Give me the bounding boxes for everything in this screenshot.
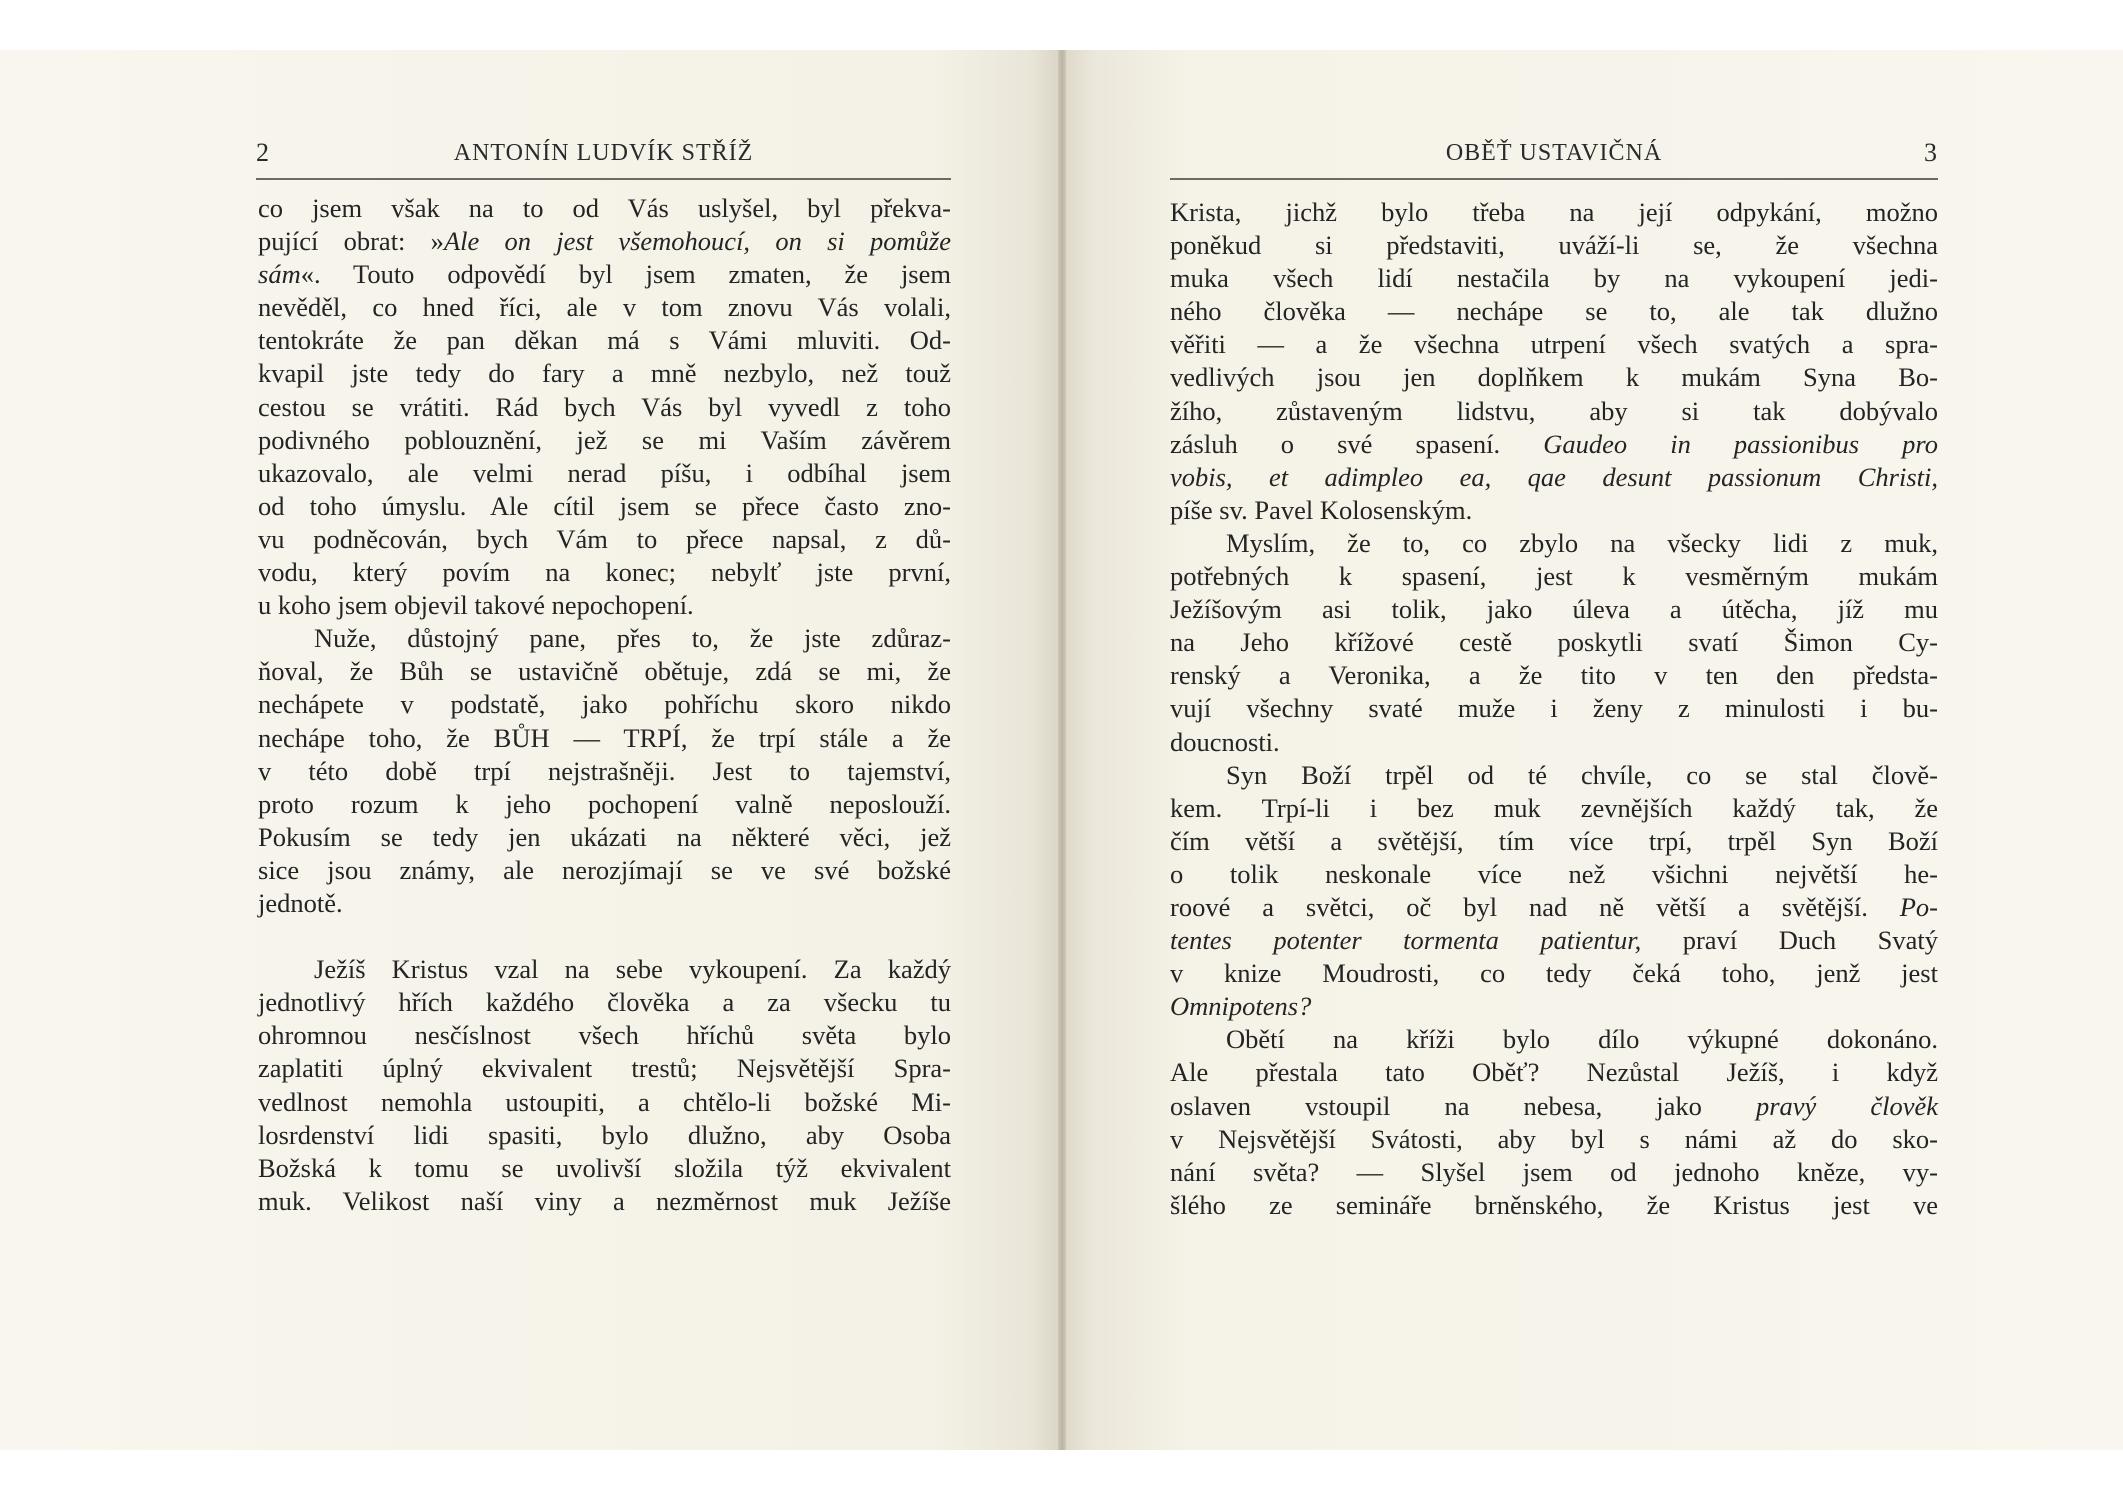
- line-text: vují všechny svaté muže i ženy z minulosti i bu-: [1170, 693, 1938, 724]
- text-line: [1170, 626, 1938, 659]
- line-text: podivného poblouznění, jež se mi Vaším závěrem: [258, 424, 951, 455]
- line-text: v knize Moudrosti, co tedy čeká toho, jenž jest: [1170, 958, 1938, 989]
- line-italic-text: vobis, et adimpleo ea, qae desunt passionum Christi,: [1170, 461, 1938, 492]
- text-line: [258, 1019, 951, 1052]
- text-line: [1170, 262, 1938, 295]
- text-line: [1170, 858, 1938, 891]
- line-text: vedlivých jsou jen doplňkem k mukám Syna Bo-: [1170, 362, 1938, 393]
- text-line: [258, 622, 951, 655]
- text-line: [1170, 361, 1938, 394]
- text-line: [258, 424, 951, 457]
- line-italic-text: Ale on jest všemohoucí, on si pomůže: [443, 226, 951, 257]
- line-text: ného člověka — nechápe se to, ale tak dlužno: [1170, 296, 1938, 327]
- text-line: [1170, 957, 1938, 990]
- left-page-number: 2: [256, 138, 270, 167]
- line-text: jednotě.: [258, 887, 343, 918]
- text-line: [1170, 1056, 1938, 1089]
- text-line: [1170, 328, 1938, 361]
- text-line: [258, 258, 951, 291]
- line-text: zásluh o své spasení.: [1170, 428, 1544, 459]
- text-line: [258, 986, 951, 1019]
- line-text: zaplatiti úplný ekvivalent trestů; Nejsvětější Spra-: [258, 1053, 951, 1084]
- text-line: [258, 291, 951, 324]
- text-line: [1170, 659, 1938, 692]
- text-line: [1170, 593, 1938, 626]
- text-line: [1170, 295, 1938, 328]
- text-line: [258, 1152, 951, 1185]
- text-line: [1170, 229, 1938, 262]
- text-line: [1170, 692, 1938, 725]
- line-text: nání světa? — Slyšel jsem od jednoho kněze, vy-: [1170, 1156, 1938, 1187]
- line-text: vu podněcován, bych Vám to přece napsal, z dů-: [258, 523, 951, 554]
- line-text: poněkud si představiti, uváží-li se, že všechna: [1170, 230, 1938, 261]
- text-line: [258, 788, 951, 821]
- line-text: muka všech lidí nestačila by na vykoupení jedi-: [1170, 263, 1938, 294]
- line-text: čím větší a světější, tím více trpí, trpěl Syn Boží: [1170, 825, 1938, 856]
- line-italic-text: Po-: [1899, 891, 1938, 922]
- text-line: [258, 391, 951, 424]
- line-text: co jsem však na to od Vás uslyšel, byl překva-: [258, 193, 951, 223]
- right-body-text: [1170, 196, 1938, 1222]
- line-text: oslaven vstoupil na nebesa, jako: [1170, 1090, 1756, 1121]
- text-line: [1170, 1189, 1938, 1222]
- text-line: [258, 457, 951, 490]
- line-text: u koho jsem objevil takové nepochopení.: [258, 590, 694, 621]
- line-text: píše sv. Pavel Kolosenským.: [1170, 494, 1473, 525]
- text-line: [1170, 527, 1938, 560]
- line-text: od toho úmyslu. Ale cítil jsem se přece často zno-: [258, 490, 951, 521]
- text-line: [258, 722, 951, 755]
- line-text: vedlnost nemohla ustoupiti, a chtělo-li božské Mi-: [258, 1086, 951, 1117]
- line-text: nechápe toho, že BŮH — TRPÍ, že trpí stále a že: [258, 722, 951, 753]
- line-text: Myslím, že to, co zbylo na všecky lidi z muk,: [1226, 527, 1938, 558]
- line-text: v Nejsvětější Svátosti, aby byl s námi až do sko-: [1170, 1123, 1938, 1154]
- line-text: věřiti — a že všechna utrpení všech svatých a spra-: [1170, 329, 1938, 360]
- right-page: [1062, 50, 2123, 1450]
- line-text: cestou se vrátiti. Rád bych Vás byl vyvedl z toho: [258, 391, 951, 422]
- line-text: Ježíšovým asi tolik, jako úleva a útěcha, jíž mu: [1170, 594, 1938, 625]
- line-text: praví Duch Svatý: [1641, 925, 1938, 956]
- right-running-head: [1170, 138, 1938, 180]
- text-line: [258, 1052, 951, 1085]
- line-italic-text: pravý člověk: [1755, 1090, 1938, 1121]
- line-text: vodu, který povím na konec; nebylť jste první,: [258, 557, 951, 588]
- text-line: [258, 854, 951, 887]
- text-line: [258, 357, 951, 390]
- text-line: [1170, 1023, 1938, 1056]
- text-line: [1170, 759, 1938, 792]
- text-line: [1170, 1090, 1938, 1123]
- right-page-number: 3: [1924, 138, 1938, 167]
- line-text: Nuže, důstojný pane, přes to, že jste zdůraz-: [314, 623, 951, 654]
- text-line: [1170, 196, 1938, 229]
- book-gutter: [1058, 50, 1066, 1450]
- line-text: jednotlivý hřích každého člověka a za všecku tu: [258, 987, 951, 1018]
- line-text: renský a Veronika, a že tito v ten den předsta-: [1170, 660, 1938, 691]
- line-italic-text: Omnipotens?: [1170, 991, 1312, 1022]
- line-text: kem. Trpí-li i bez muk zevnějších každý tak, že: [1170, 792, 1938, 823]
- text-line: [258, 1119, 951, 1152]
- line-text: pující obrat: »: [258, 226, 444, 257]
- text-line: [1170, 792, 1938, 825]
- line-text: Krista, jichž bylo třeba na její odpykání, možno: [1170, 197, 1938, 227]
- line-text: o tolik neskonale více než všichni největší he-: [1170, 858, 1938, 889]
- text-line: [258, 556, 951, 589]
- line-text: Pokusím se tedy jen ukázati na některé věci, jež: [258, 821, 951, 852]
- text-line: [258, 821, 951, 854]
- line-text: losrdenství lidi spasiti, bylo dlužno, aby Osoba: [258, 1119, 951, 1150]
- line-italic-text: tentes potenter tormenta patientur,: [1170, 925, 1642, 956]
- text-line: [1170, 1156, 1938, 1189]
- line-text: nevěděl, co hned říci, ale v tom znovu Vás volali,: [258, 292, 951, 323]
- line-text: tentokráte že pan děkan má s Vámi mluviti. Od-: [258, 325, 951, 356]
- line-text: potřebných k spasení, jest k vesměrným mukám: [1170, 561, 1938, 592]
- text-line: [258, 655, 951, 688]
- line-text: Syn Boží trpěl od té chvíle, co se stal člově-: [1226, 759, 1938, 790]
- line-text: nechápete v podstatě, jako pohříchu skoro nikdo: [258, 689, 951, 720]
- text-line: [258, 523, 951, 556]
- text-line: [258, 887, 951, 920]
- line-text: ukazovalo, ale velmi nerad píšu, i odbíhal jsem: [258, 457, 951, 488]
- line-text: «. Touto odpovědí byl jsem zmaten, že jsem: [300, 259, 951, 290]
- text-line: [258, 490, 951, 523]
- line-text: roové a světci, oč byl nad ně větší a světější.: [1170, 891, 1900, 922]
- line-text: v této době trpí nejstrašněji. Jest to tajemství,: [258, 755, 951, 786]
- text-line: [258, 1185, 951, 1218]
- line-text: muk. Velikost naší viny a nezměrnost muk Ježíše: [258, 1185, 951, 1216]
- text-line: [1170, 891, 1938, 924]
- line-italic-text: sám: [258, 259, 301, 290]
- line-text: šlého ze semináře brněnského, že Kristus jest ve: [1170, 1189, 1938, 1220]
- line-text: Ale přestala tato Oběť? Nezůstal Ježíš, i když: [1170, 1057, 1938, 1088]
- line-text: proto rozum k jeho pochopení valně neposlouží.: [258, 788, 951, 819]
- text-line: [1170, 461, 1938, 494]
- line-text: žího, zůstaveným lidstvu, aby si tak dobývalo: [1170, 395, 1938, 426]
- line-text: ohromnou nesčíslnost všech hříchů světa bylo: [258, 1020, 951, 1051]
- line-text: ňoval, že Bůh se ustavičně obětuje, zdá se mi, že: [258, 656, 951, 687]
- text-line: [1170, 924, 1938, 957]
- text-line: [1170, 726, 1938, 759]
- text-line: [258, 755, 951, 788]
- line-text: Ježíš Kristus vzal na sebe vykoupení. Za každý: [314, 954, 951, 985]
- book-spread: [0, 50, 2123, 1450]
- text-line: [1170, 560, 1938, 593]
- text-line: [258, 688, 951, 721]
- line-text: sice jsou známy, ale nerozjímají se ve své božské: [258, 854, 951, 885]
- line-text: na Jeho křížové cestě poskytli svatí Šimon Cy-: [1170, 627, 1938, 658]
- text-line: [258, 1086, 951, 1119]
- line-italic-text: Gaudeo in passionibus pro: [1543, 428, 1938, 459]
- text-line: [1170, 494, 1938, 527]
- line-text: kvapil jste tedy do fary a mně nezbylo, než touž: [258, 358, 951, 389]
- text-line: [258, 225, 951, 258]
- left-body-text: [258, 192, 951, 1218]
- text-line: [1170, 990, 1938, 1023]
- text-line: [1170, 1123, 1938, 1156]
- text-line: [1170, 395, 1938, 428]
- text-line: [1170, 825, 1938, 858]
- text-line: [258, 589, 951, 622]
- text-line: [258, 953, 951, 986]
- text-line: [258, 192, 951, 225]
- line-text: Božská k tomu se uvolivší složila týž ekvivalent: [258, 1152, 951, 1183]
- left-page: [0, 50, 1062, 1450]
- left-running-head: [256, 138, 951, 180]
- text-line: [258, 920, 951, 953]
- text-line: [258, 324, 951, 357]
- line-text: doucnosti.: [1170, 726, 1280, 757]
- text-line: [1170, 428, 1938, 461]
- right-header-title: OBĚŤ USTAVIČNÁ: [1445, 140, 1663, 166]
- left-header-title: ANTONÍN LUDVÍK STŘÍŽ: [453, 140, 754, 166]
- line-text: Obětí na kříži bylo dílo výkupné dokonáno.: [1226, 1024, 1938, 1055]
